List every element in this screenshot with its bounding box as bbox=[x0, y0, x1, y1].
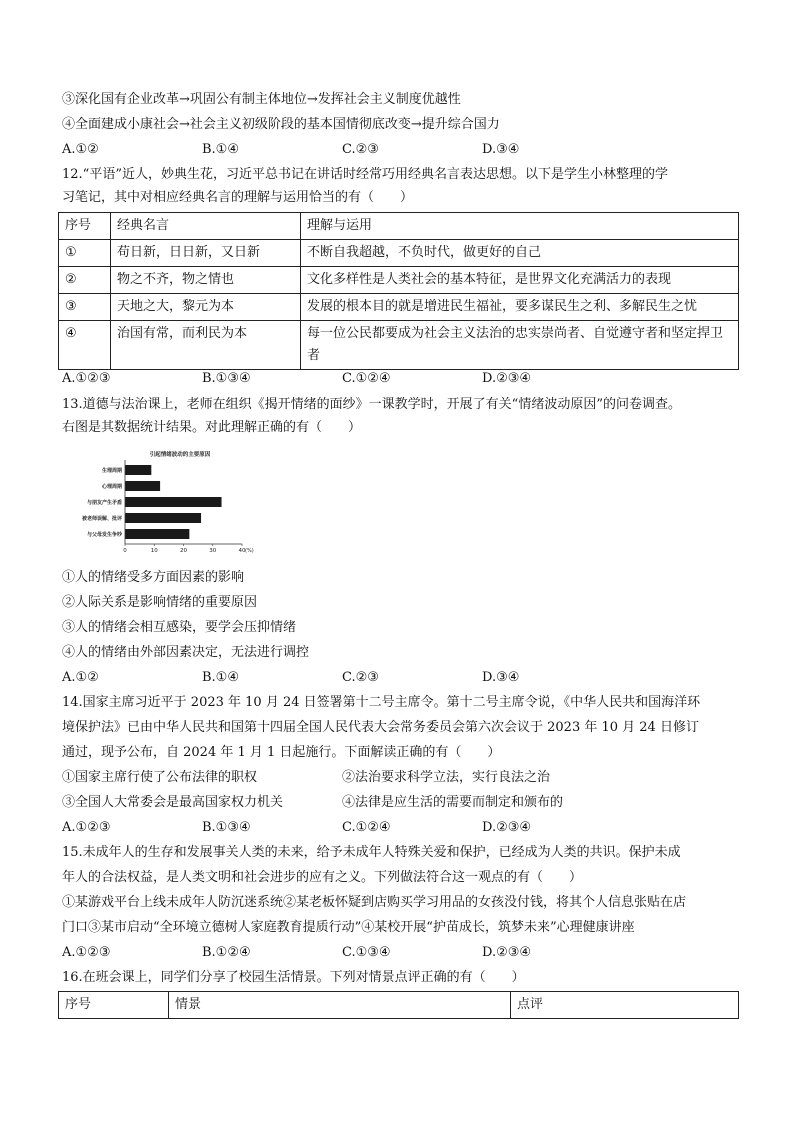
option-c: C.②③ bbox=[342, 670, 379, 685]
q12-stem-line2: 习笔记，其中对相应经典名言的理解与运用恰当的有（ ） bbox=[62, 190, 414, 205]
option-a: A.①② bbox=[62, 670, 99, 685]
bar bbox=[125, 513, 201, 523]
option-c: C.①③④ bbox=[342, 945, 391, 960]
table-cell: ① bbox=[59, 240, 111, 267]
answer-options bbox=[62, 141, 742, 159]
q15-items-line2: 门口③某市启动“全环境立德树人家庭教育提质行动”④某校开展“护苗成长，筑梦未来”心理健康讲座 bbox=[62, 920, 635, 935]
q16-stem: 16.在班会课上，同学们分享了校园生活情景。下列对情景点评正确的有（ ） bbox=[62, 970, 525, 985]
option-c: C.②③ bbox=[342, 142, 379, 157]
option-d: D.②③④ bbox=[482, 945, 532, 960]
q14-item-1: ①国家主席行使了公布法律的职权 bbox=[62, 770, 258, 785]
q14-item-3: ③全国人大常委会是最高国家权力机关 bbox=[62, 795, 284, 810]
chart-title: 引起情绪波动的主要原因 bbox=[149, 452, 211, 458]
header-cell: 情景 bbox=[169, 992, 511, 1019]
option-b: B.①④ bbox=[202, 142, 239, 157]
q14-stem-line1: 14.国家主席习近平于 2023 年 10 月 24 日签署第十二号主席令。第十二号主席令说，《中华人民共和国海洋环 bbox=[62, 695, 701, 710]
option-d: D.②③④ bbox=[482, 820, 532, 835]
header-cell: 理解与运用 bbox=[301, 213, 739, 240]
header-cell: 序号 bbox=[59, 213, 111, 240]
q15-stem-line1: 15.未成年人的生存和发展事关人类的未来，给予未成年人特殊关爱和保护，已经成为人类的共识。保护未成 bbox=[62, 845, 681, 860]
header-cell: 点评 bbox=[511, 992, 739, 1019]
table-row bbox=[59, 321, 739, 370]
q13-item-3: ③人的情绪会相互感染，要学会压抑情绪 bbox=[62, 620, 297, 635]
option-d: D.③④ bbox=[482, 142, 520, 157]
category-label: 生理周期 bbox=[101, 468, 122, 474]
q15-options bbox=[62, 944, 742, 962]
bar bbox=[125, 481, 160, 491]
table-cell: ③ bbox=[59, 294, 111, 321]
option-line-4: ④全面建成小康社会→社会主义初级阶段的基本国情彻底改变→提升综合国力 bbox=[62, 117, 500, 132]
option-line-3: ③深化国有企业改革→巩固公有制主体地位→发挥社会主义制度优越性 bbox=[62, 92, 461, 107]
table-cell: 每一位公民都要成为社会主义法治的忠实崇尚者、自觉遵守者和坚定捍卫者 bbox=[301, 321, 739, 370]
category-label: 与父母发生争吵 bbox=[86, 532, 122, 538]
option-b: B.①②④ bbox=[202, 945, 251, 960]
q14-stem-line2: 境保护法》已由中华人民共和国第十四届全国人民代表大会常务委员会第六次会议于 2023 年 10 月 24 日修订 bbox=[62, 720, 699, 735]
x-tick-label: 0 bbox=[123, 548, 127, 554]
x-tick-label: 10 bbox=[150, 548, 158, 554]
category-label: 与朋友产生矛盾 bbox=[86, 500, 122, 506]
q13-item-2: ②人际关系是影响情绪的重要原因 bbox=[62, 595, 258, 610]
header-cell: 经典名言 bbox=[111, 213, 301, 240]
survey-bar-chart bbox=[62, 448, 272, 560]
option-c: C.①②④ bbox=[342, 371, 391, 386]
table-cell: 文化多样性是人类社会的基本特征，是世界文化充满活力的表现 bbox=[301, 267, 739, 294]
option-a: A.①②③ bbox=[62, 371, 111, 386]
category-label: 被老师误解、批评 bbox=[81, 516, 122, 522]
q14-stem-line3: 通过，现予公布，自 2024 年 1 月 1 日起施行。下面解读正确的有（ ） bbox=[62, 745, 501, 760]
option-a: A.①②③ bbox=[62, 945, 111, 960]
bar bbox=[125, 497, 222, 507]
q12-options bbox=[62, 370, 742, 388]
q16-table bbox=[58, 991, 739, 1019]
table-cell: 治国有常，而利民为本 bbox=[111, 321, 301, 370]
table-row bbox=[59, 294, 739, 321]
table-cell: ② bbox=[59, 267, 111, 294]
x-tick-label: 20 bbox=[180, 548, 187, 554]
q13-item-4: ④人的情绪由外部因素决定，无法进行调控 bbox=[62, 645, 310, 660]
q13-item-1: ①人的情绪受多方面因素的影响 bbox=[62, 570, 245, 585]
table-cell: ④ bbox=[59, 321, 111, 370]
table-cell: 不断自我超越，不负时代，做更好的自己 bbox=[301, 240, 739, 267]
table-row bbox=[59, 267, 739, 294]
table-header-row bbox=[59, 213, 739, 240]
q12-table bbox=[58, 212, 739, 370]
q14-item-2: ②法治要求科学立法，实行良法之治 bbox=[342, 770, 551, 785]
q15-stem-line2: 年人的合法权益，是人类文明和社会进步的应有之义。下列做法符合这一观点的有（ ） bbox=[62, 870, 583, 885]
x-tick-label: 40 bbox=[238, 548, 246, 554]
option-b: B.①③④ bbox=[202, 820, 251, 835]
table-cell: 天地之大，黎元为本 bbox=[111, 294, 301, 321]
table-cell: 物之不齐，物之情也 bbox=[111, 267, 301, 294]
option-b: B.①③④ bbox=[202, 371, 251, 386]
q13-stem-line2: 右图是其数据统计结果。对此理解正确的有（ ） bbox=[62, 420, 362, 435]
bar bbox=[125, 465, 151, 475]
q14-item-4: ④法律是应生活的需要而制定和颁布的 bbox=[342, 795, 564, 810]
q13-options bbox=[62, 669, 742, 687]
category-label: 心理周期 bbox=[101, 484, 122, 490]
option-a: A.①② bbox=[62, 142, 99, 157]
x-unit-label: (%) bbox=[245, 548, 254, 554]
q15-items-line1: ①某游戏平台上线未成年人防沉迷系统②某老板怀疑到店购买学习用品的女孩没付钱，将其个人信息张贴在店 bbox=[62, 895, 687, 910]
option-a: A.①②③ bbox=[62, 820, 111, 835]
x-tick-label: 30 bbox=[209, 548, 217, 554]
table-row bbox=[59, 240, 739, 267]
bar bbox=[125, 529, 189, 539]
option-b: B.①④ bbox=[202, 670, 239, 685]
q12-stem-line1: 12.“平语”近人，妙典生花，习近平总书记在讲话时经常巧用经典名言表达思想。以下是学生小林整理的学 bbox=[62, 167, 668, 182]
option-c: C.①②④ bbox=[342, 820, 391, 835]
header-cell: 序号 bbox=[59, 992, 169, 1019]
q13-stem-line1: 13.道德与法治课上，老师在组织《揭开情绪的面纱》一课教学时，开展了有关“情绪波动原因”的问卷调查。 bbox=[62, 397, 681, 412]
option-d: D.③④ bbox=[482, 670, 520, 685]
option-d: D.②③④ bbox=[482, 371, 532, 386]
q14-options bbox=[62, 819, 742, 837]
table-cell: 发展的根本目的就是增进民生福祉，要多谋民生之利、多解民生之忧 bbox=[301, 294, 739, 321]
table-header-row bbox=[59, 992, 739, 1019]
table-cell: 苟日新，日日新，又日新 bbox=[111, 240, 301, 267]
